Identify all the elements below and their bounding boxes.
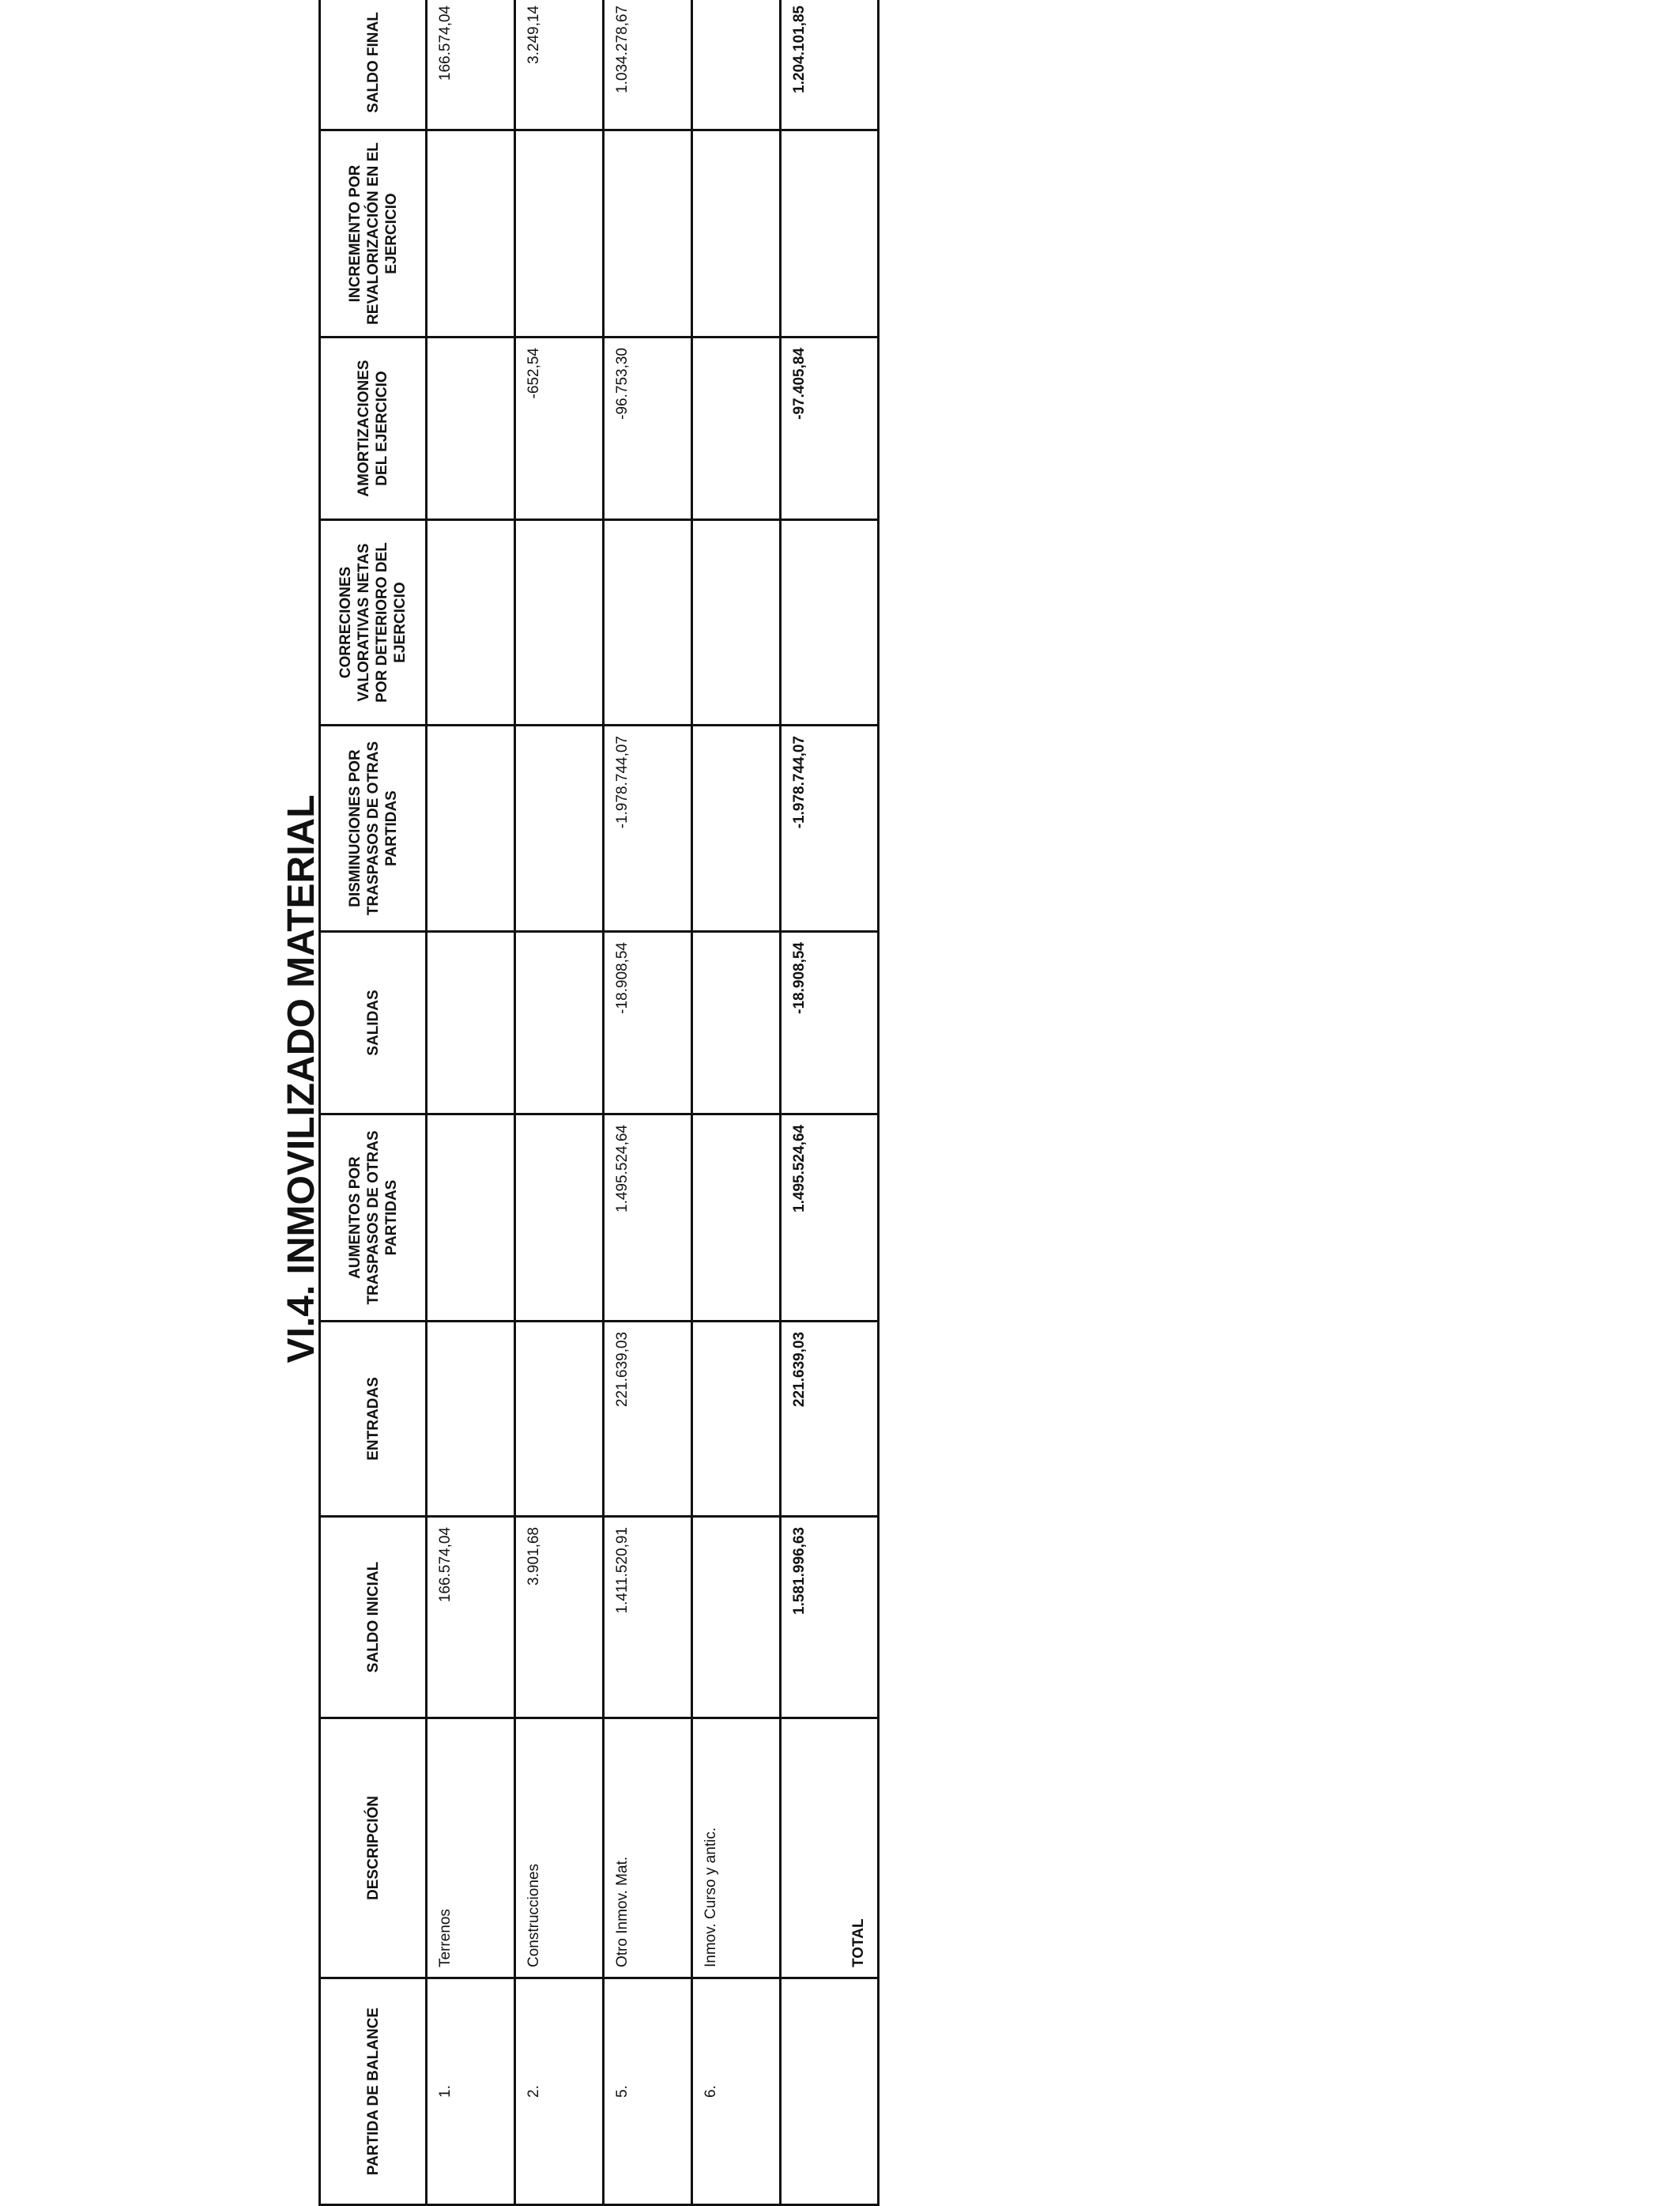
cell-code: 1. bbox=[427, 1978, 515, 2205]
table-row bbox=[427, 0, 515, 2205]
cell-entradas bbox=[692, 1322, 781, 1517]
cell-entradas bbox=[427, 1322, 515, 1517]
cell-salidas bbox=[692, 932, 781, 1114]
header-aumentos: AUMENTOS POR TRASPASOS DE OTRAS PARTIDAS bbox=[320, 1114, 427, 1322]
cell-aumentos: 1.495.524,64 bbox=[604, 1114, 692, 1322]
cell-aumentos bbox=[515, 1114, 604, 1322]
page-title: VI.4. INMOVILIZADO MATERIAL bbox=[281, 794, 322, 1363]
total-incremento bbox=[781, 130, 879, 337]
cell-aumentos bbox=[427, 1114, 515, 1322]
total-correcciones bbox=[781, 520, 879, 726]
cell-amortizaciones: -652,54 bbox=[515, 337, 604, 520]
table-row bbox=[692, 0, 781, 2205]
cell-saldo-inicial: 166.574,04 bbox=[427, 1517, 515, 1718]
total-saldo-final: 1.204.101,85 bbox=[781, 0, 879, 130]
table-row bbox=[604, 0, 692, 2205]
header-saldo-inicial: SALDO INICIAL bbox=[320, 1517, 427, 1718]
cell-aumentos bbox=[692, 1114, 781, 1322]
cell-incremento bbox=[604, 130, 692, 337]
cell-disminuciones bbox=[427, 726, 515, 932]
header-entradas: ENTRADAS bbox=[320, 1322, 427, 1517]
header-salidas: SALIDAS bbox=[320, 932, 427, 1114]
cell-description: Otro Inmov. Mat. bbox=[604, 1718, 692, 1978]
inmovilizado-table bbox=[318, 0, 880, 2206]
cell-saldo-inicial bbox=[692, 1517, 781, 1718]
cell-incremento bbox=[692, 130, 781, 337]
cell-disminuciones bbox=[515, 726, 604, 932]
cell-saldo-final: 3.249,14 bbox=[515, 0, 604, 130]
cell-code-empty bbox=[781, 1978, 879, 2205]
header-correcciones: CORRECIONES VALORATIVAS NETAS POR DETERIORO DEL EJERCICIO bbox=[320, 520, 427, 726]
total-label: TOTAL bbox=[781, 1718, 879, 1978]
header-descripcion: DESCRIPCIÓN bbox=[320, 1718, 427, 1978]
cell-saldo-inicial: 3.901,68 bbox=[515, 1517, 604, 1718]
cell-description: Inmov. Curso y antic. bbox=[692, 1718, 781, 1978]
header-row bbox=[320, 0, 427, 2205]
cell-code: 6. bbox=[692, 1978, 781, 2205]
cell-saldo-final: 1.034.278,67 bbox=[604, 0, 692, 130]
cell-description: Construcciones bbox=[515, 1718, 604, 1978]
cell-correcciones bbox=[604, 520, 692, 726]
cell-amortizaciones bbox=[427, 337, 515, 520]
total-salidas: -18.908,54 bbox=[781, 932, 879, 1114]
header-incremento: INCREMENTO POR REVALORIZACIÓN EN EL EJERCICIO bbox=[320, 130, 427, 337]
header-amortizaciones: AMORTIZACIONES DEL EJERCICIO bbox=[320, 337, 427, 520]
total-entradas: 221.639,03 bbox=[781, 1322, 879, 1517]
cell-disminuciones: -1.978.744,07 bbox=[604, 726, 692, 932]
cell-entradas: 221.639,03 bbox=[604, 1322, 692, 1517]
cell-code: 5. bbox=[604, 1978, 692, 2205]
cell-description: Terrenos bbox=[427, 1718, 515, 1978]
cell-disminuciones bbox=[692, 726, 781, 932]
cell-saldo-final bbox=[692, 0, 781, 130]
cell-salidas bbox=[427, 932, 515, 1114]
header-saldo-final: SALDO FINAL bbox=[320, 0, 427, 130]
cell-salidas: -18.908,54 bbox=[604, 932, 692, 1114]
cell-incremento bbox=[427, 130, 515, 337]
total-row bbox=[781, 0, 879, 2205]
cell-saldo-inicial: 1.411.520,91 bbox=[604, 1517, 692, 1718]
cell-incremento bbox=[515, 130, 604, 337]
total-aumentos: 1.495.524,64 bbox=[781, 1114, 879, 1322]
inmovilizado-table-wrapper bbox=[318, 0, 867, 2206]
header-disminuciones: DISMINUCIONES POR TRASPASOS DE OTRAS PARTIDAS bbox=[320, 726, 427, 932]
total-amortizaciones: -97.405,84 bbox=[781, 337, 879, 520]
cell-salidas bbox=[515, 932, 604, 1114]
cell-amortizaciones bbox=[692, 337, 781, 520]
cell-code: 2. bbox=[515, 1978, 604, 2205]
total-saldo-inicial: 1.581.996,63 bbox=[781, 1517, 879, 1718]
cell-correcciones bbox=[692, 520, 781, 726]
cell-correcciones bbox=[515, 520, 604, 726]
cell-saldo-final: 166.574,04 bbox=[427, 0, 515, 130]
total-disminuciones: -1.978.744,07 bbox=[781, 726, 879, 932]
cell-correcciones bbox=[427, 520, 515, 726]
header-partida: PARTIDA DE BALANCE bbox=[320, 1978, 427, 2205]
cell-amortizaciones: -96.753,30 bbox=[604, 337, 692, 520]
table-row bbox=[515, 0, 604, 2205]
cell-entradas bbox=[515, 1322, 604, 1517]
